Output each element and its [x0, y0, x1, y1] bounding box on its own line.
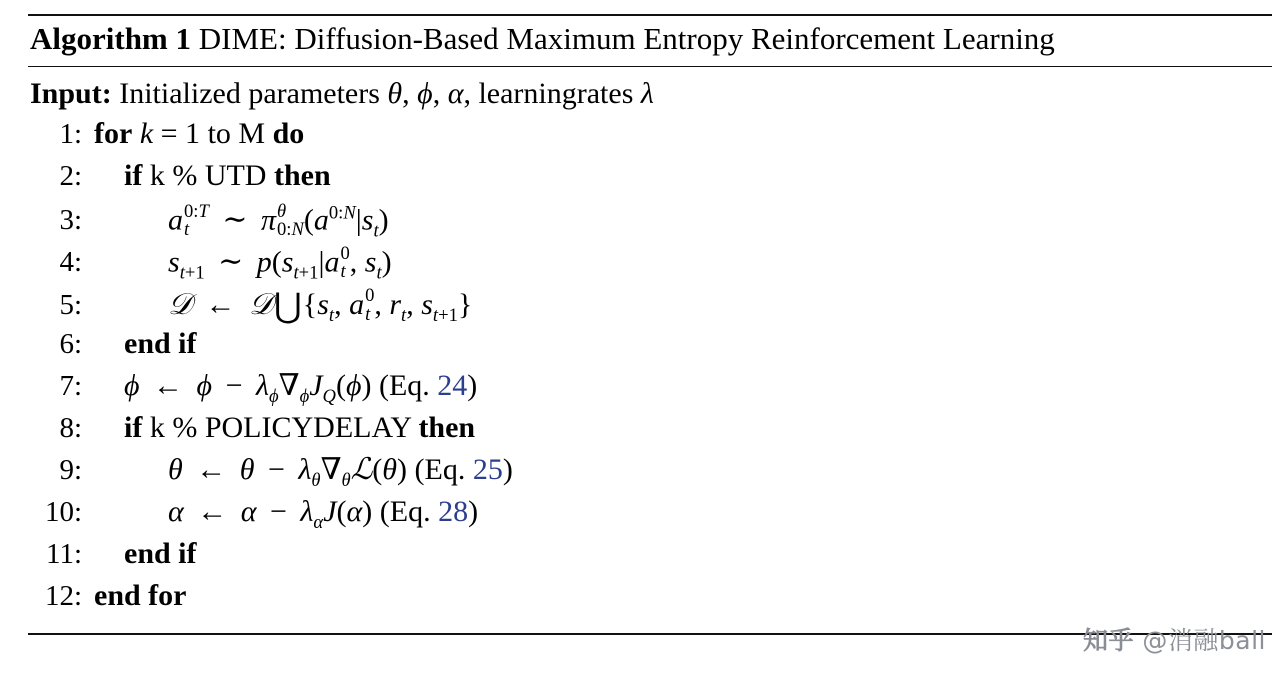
watermark	[1083, 621, 1266, 657]
step-content: θ ← $\theta - \lambda_\theta\nabla_\theta ℒ(\theta)$ (Eq. 25)	[168, 451, 513, 491]
step-number: 6:	[59, 327, 82, 360]
algorithm-input-line	[30, 76, 1270, 110]
step-number: 11:	[46, 537, 82, 570]
step-content: α ← $\alpha - \lambda_\alpha J(\alpha)$ (Eq. 28)	[168, 494, 479, 533]
step-number: 4:	[59, 246, 82, 279]
watermark-handle: @消融ball	[1142, 626, 1266, 655]
algorithm-step	[30, 287, 1270, 329]
algorithm-step	[30, 368, 1270, 413]
equation-reference[interactable]: 25	[472, 452, 503, 486]
input-keyword: Input:	[30, 76, 112, 110]
eq-label: Eq.	[388, 368, 430, 402]
step-content: if k % UTD then	[124, 158, 331, 192]
step-content: end if	[124, 326, 197, 360]
algorithm-title: DIME: Diffusion-Based Maximum Entropy Reinforcement Learning	[198, 21, 1055, 56]
algorithm-step	[30, 200, 1270, 245]
step-content: ϕ ← $\phi - \lambda_\phi\nabla_\phi J_Q(\phi)$ (Eq. 24)	[124, 368, 478, 407]
algorithm-body	[28, 67, 1272, 633]
algorithm-step	[30, 158, 1270, 203]
algorithm-step	[30, 326, 1270, 371]
eq-label: Eq.	[389, 494, 431, 528]
step-number: 3:	[59, 204, 82, 237]
algorithm-label: Algorithm 1	[30, 21, 192, 56]
algorithm-step	[30, 578, 1270, 623]
algorithm-step	[30, 410, 1270, 455]
step-number: 8:	[59, 411, 82, 444]
algorithm-step	[30, 242, 1270, 287]
step-number: 9:	[59, 453, 82, 486]
step-content: end if	[124, 536, 197, 570]
algorithm-steps	[30, 116, 1270, 623]
step-content: a 0:T t ∼ π θ 0:N $(a^{0:N}|s_t)$	[168, 200, 389, 242]
step-number: 7:	[59, 369, 82, 402]
algorithm-step	[30, 451, 1270, 497]
step-number: 10:	[44, 495, 82, 528]
equation-reference[interactable]: 24	[437, 368, 468, 402]
algorithm-step	[30, 536, 1270, 581]
algorithm-step	[30, 494, 1270, 539]
step-number: 2:	[59, 159, 82, 192]
watermark-site: 知乎	[1082, 626, 1134, 655]
step-content: $s_{t+1}$ ∼ $p(s_{t+1}|a$ 0 t , $s_t$)	[168, 242, 392, 284]
algorithm-caption	[28, 16, 1272, 66]
step-content: end for	[94, 578, 187, 612]
step-content: for k = 1 to M do	[94, 116, 305, 150]
algorithm-block	[28, 14, 1272, 635]
step-number: 5:	[59, 288, 82, 321]
step-number: 1:	[59, 117, 82, 150]
equation-reference[interactable]: 28	[438, 494, 469, 528]
step-number: 12:	[44, 579, 82, 612]
input-description: Initialized parameters θ, ϕ, α, learningrates λ	[119, 76, 654, 110]
step-content: 𝒟 ← $𝒟⋃\{s_t$, a 0 t , $r_t$, $s_{t+1}$}	[168, 285, 473, 326]
step-content: if k % POLICYDELAY then	[124, 410, 476, 444]
eq-label: Eq.	[424, 452, 466, 486]
algorithm-step	[30, 116, 1270, 161]
